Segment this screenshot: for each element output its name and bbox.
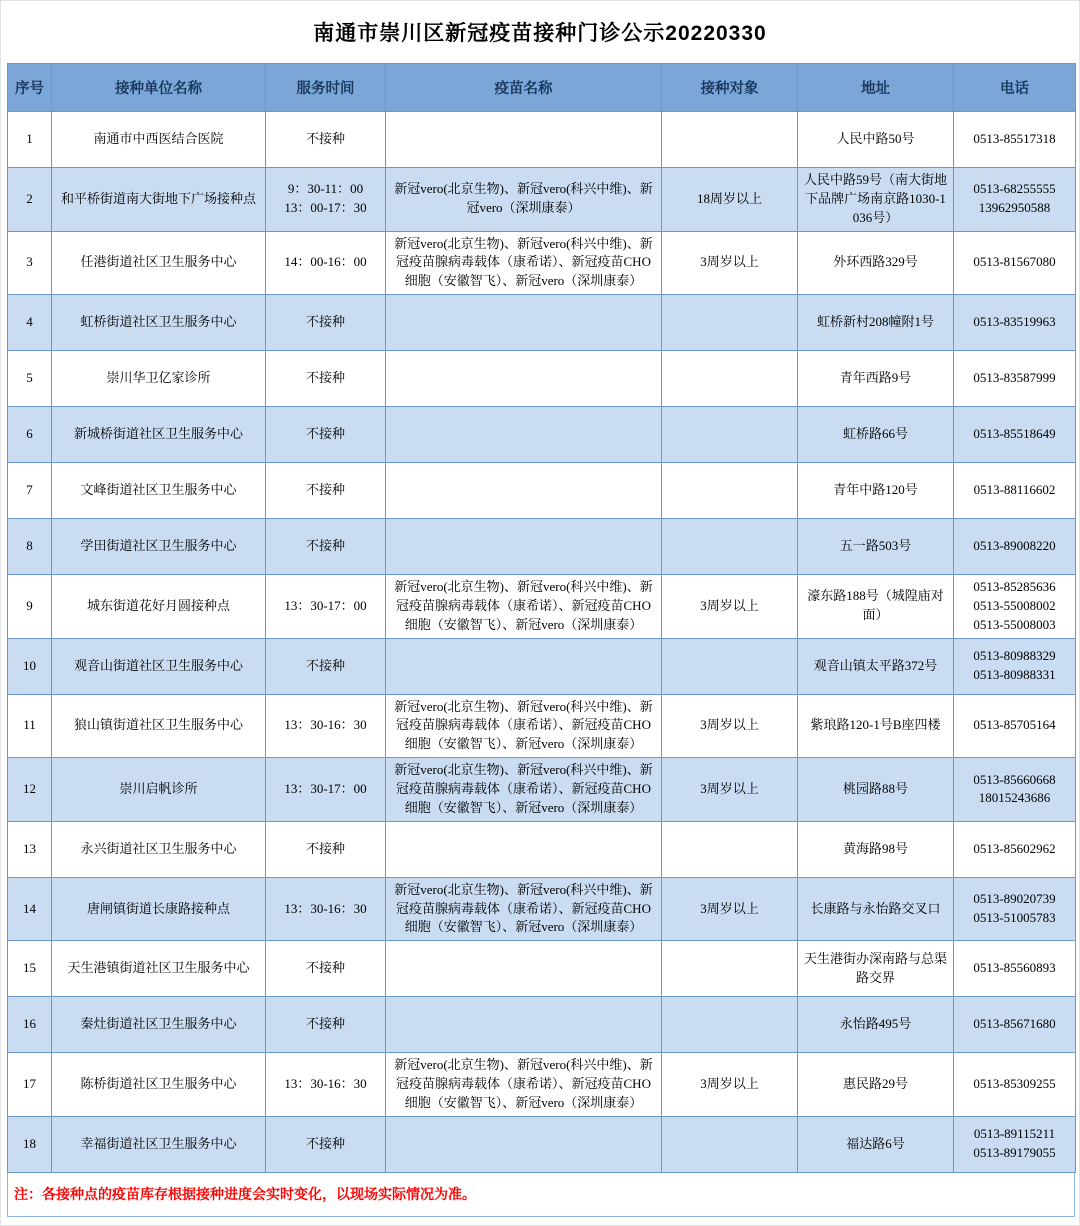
page-title: 南通市崇川区新冠疫苗接种门诊公示20220330 — [313, 22, 767, 45]
phones-line: 0513-85705164 — [973, 717, 1056, 733]
cell-time — [266, 758, 386, 822]
cell-phones — [954, 231, 1076, 295]
cell-time — [266, 997, 386, 1053]
cell-vaccines: 新冠vero(北京生物)、新冠vero(科兴中维)、新冠疫苗腺病毒载体（康希诺）、新冠疫苗CHO细胞（安徽智飞）、新冠vero（深圳康泰） — [386, 231, 662, 295]
cell-num: 2 — [8, 168, 52, 232]
cell-vaccines — [386, 638, 662, 694]
table-row — [8, 463, 1076, 519]
cell-address: 长康路与永怡路交叉口 — [798, 877, 954, 941]
phones-line: 0513-81567080 — [973, 254, 1056, 270]
cell-name: 崇川华卫亿家诊所 — [52, 351, 266, 407]
cell-vaccines — [386, 295, 662, 351]
cell-target — [662, 638, 798, 694]
table-row — [8, 758, 1076, 822]
cell-vaccines — [386, 1116, 662, 1172]
time-line: 13：30-17：00 — [284, 597, 367, 613]
time-line: 13：30-16：30 — [284, 717, 367, 733]
cell-num: 10 — [8, 638, 52, 694]
table-row — [8, 295, 1076, 351]
time-line: 不接种 — [305, 370, 345, 386]
cell-time — [266, 638, 386, 694]
cell-vaccines: 新冠vero(北京生物)、新冠vero(科兴中维)、新冠疫苗腺病毒载体（康希诺）、新冠疫苗CHO细胞（安徽智飞）、新冠vero（深圳康泰） — [386, 877, 662, 941]
cell-address: 人民中路50号 — [798, 112, 954, 168]
cell-num: 17 — [8, 1053, 52, 1117]
col-header-target: 接种对象 — [662, 64, 798, 112]
footer-note: 注：各接种点的疫苗库存根据接种进度会实时变化，以现场实际情况为准。 — [7, 1173, 1075, 1217]
phones-line: 18015243686 — [978, 790, 1051, 806]
cell-phones — [954, 351, 1076, 407]
col-header-address: 地址 — [798, 64, 954, 112]
cell-name: 南通市中西医结合医院 — [52, 112, 266, 168]
phones-line: 0513-80988329 — [973, 648, 1056, 664]
cell-num: 11 — [8, 694, 52, 758]
cell-vaccines — [386, 112, 662, 168]
phones-line: 0513-55008003 — [973, 616, 1056, 632]
col-header-num: 序号 — [8, 64, 52, 112]
table-row — [8, 694, 1076, 758]
cell-phones — [954, 407, 1076, 463]
cell-vaccines: 新冠vero(北京生物)、新冠vero(科兴中维)、新冠vero（深圳康泰） — [386, 168, 662, 232]
cell-name: 永兴街道社区卫生服务中心 — [52, 821, 266, 877]
cell-num: 3 — [8, 231, 52, 295]
cell-name: 任港街道社区卫生服务中心 — [52, 231, 266, 295]
cell-num: 1 — [8, 112, 52, 168]
cell-target: 3周岁以上 — [662, 877, 798, 941]
cell-address: 虹桥路66号 — [798, 407, 954, 463]
cell-num: 7 — [8, 463, 52, 519]
phones-line: 0513-85560893 — [973, 960, 1056, 976]
cell-vaccines — [386, 821, 662, 877]
cell-address: 观音山镇太平路372号 — [798, 638, 954, 694]
table-row — [8, 821, 1076, 877]
table-row — [8, 519, 1076, 575]
phones-line: 13962950588 — [978, 200, 1051, 216]
cell-num: 15 — [8, 941, 52, 997]
phones-line: 0513-85518649 — [973, 426, 1056, 442]
time-line: 不接种 — [305, 840, 345, 856]
time-line: 9：30-11：00 — [287, 181, 364, 197]
table-row — [8, 168, 1076, 232]
cell-phones — [954, 168, 1076, 232]
table-body — [8, 112, 1076, 1173]
vaccine-clinic-table — [7, 63, 1076, 1173]
cell-target: 3周岁以上 — [662, 231, 798, 295]
cell-name: 幸福街道社区卫生服务中心 — [52, 1116, 266, 1172]
phones-line: 0513-85602962 — [973, 840, 1056, 856]
cell-vaccines — [386, 519, 662, 575]
cell-time — [266, 519, 386, 575]
phones-line: 0513-89020739 — [973, 891, 1056, 907]
cell-address: 福达路6号 — [798, 1116, 954, 1172]
table-row — [8, 1116, 1076, 1172]
cell-target — [662, 519, 798, 575]
cell-phones — [954, 1053, 1076, 1117]
cell-time — [266, 1116, 386, 1172]
cell-address: 永怡路495号 — [798, 997, 954, 1053]
cell-num: 18 — [8, 1116, 52, 1172]
cell-name: 秦灶街道社区卫生服务中心 — [52, 997, 266, 1053]
cell-name: 新城桥街道社区卫生服务中心 — [52, 407, 266, 463]
cell-name: 天生港镇街道社区卫生服务中心 — [52, 941, 266, 997]
cell-name: 陈桥街道社区卫生服务中心 — [52, 1053, 266, 1117]
cell-phones — [954, 941, 1076, 997]
phones-line: 0513-85671680 — [973, 1016, 1056, 1032]
cell-name: 文峰街道社区卫生服务中心 — [52, 463, 266, 519]
time-line: 13：30-17：00 — [284, 780, 367, 796]
phones-line: 0513-85517318 — [973, 131, 1056, 147]
cell-vaccines: 新冠vero(北京生物)、新冠vero(科兴中维)、新冠疫苗腺病毒载体（康希诺）、新冠疫苗CHO细胞（安徽智飞）、新冠vero（深圳康泰） — [386, 1053, 662, 1117]
cell-target — [662, 112, 798, 168]
cell-address: 人民中路59号（南大街地下品牌广场南京路1030-1036号） — [798, 168, 954, 232]
cell-phones — [954, 997, 1076, 1053]
phones-line: 0513-88116602 — [973, 482, 1056, 498]
time-line: 不接种 — [305, 1135, 345, 1151]
table-row — [8, 407, 1076, 463]
time-line: 13：30-16：30 — [284, 1076, 367, 1092]
cell-phones — [954, 877, 1076, 941]
cell-phones — [954, 758, 1076, 822]
cell-name: 学田街道社区卫生服务中心 — [52, 519, 266, 575]
cell-target — [662, 295, 798, 351]
phones-line: 0513-85309255 — [973, 1076, 1056, 1092]
time-line: 13：00-17：30 — [284, 200, 367, 216]
col-header-name: 接种单位名称 — [52, 64, 266, 112]
cell-phones — [954, 112, 1076, 168]
cell-target — [662, 351, 798, 407]
cell-address: 虹桥新村208幢附1号 — [798, 295, 954, 351]
cell-target — [662, 997, 798, 1053]
cell-phones — [954, 519, 1076, 575]
cell-address: 外环西路329号 — [798, 231, 954, 295]
cell-time — [266, 231, 386, 295]
col-header-time: 服务时间 — [266, 64, 386, 112]
time-line: 13：30-16：30 — [284, 900, 367, 916]
cell-target — [662, 941, 798, 997]
col-header-phones: 电话 — [954, 64, 1076, 112]
time-line: 不接种 — [305, 1016, 345, 1032]
cell-time — [266, 694, 386, 758]
phones-line: 0513-83519963 — [973, 314, 1056, 330]
cell-phones — [954, 694, 1076, 758]
cell-phones — [954, 295, 1076, 351]
phones-line: 0513-85285636 — [973, 579, 1056, 595]
cell-address: 惠民路29号 — [798, 1053, 954, 1117]
col-header-vaccines: 疫苗名称 — [386, 64, 662, 112]
table-row — [8, 112, 1076, 168]
cell-name: 观音山街道社区卫生服务中心 — [52, 638, 266, 694]
cell-vaccines: 新冠vero(北京生物)、新冠vero(科兴中维)、新冠疫苗腺病毒载体（康希诺）、新冠疫苗CHO细胞（安徽智飞）、新冠vero（深圳康泰） — [386, 575, 662, 639]
cell-target — [662, 1116, 798, 1172]
cell-time — [266, 112, 386, 168]
time-line: 不接种 — [305, 538, 345, 554]
cell-time — [266, 295, 386, 351]
cell-vaccines — [386, 941, 662, 997]
cell-phones — [954, 638, 1076, 694]
cell-num: 13 — [8, 821, 52, 877]
cell-target — [662, 821, 798, 877]
cell-address: 紫琅路120-1号B座四楼 — [798, 694, 954, 758]
cell-phones — [954, 463, 1076, 519]
cell-address: 五一路503号 — [798, 519, 954, 575]
table-row — [8, 638, 1076, 694]
cell-target: 18周岁以上 — [662, 168, 798, 232]
time-line: 不接种 — [305, 131, 345, 147]
cell-address: 濠东路188号（城隍庙对面） — [798, 575, 954, 639]
cell-phones — [954, 821, 1076, 877]
cell-address: 天生港街办深南路与总渠路交界 — [798, 941, 954, 997]
cell-target: 3周岁以上 — [662, 694, 798, 758]
table-row — [8, 997, 1076, 1053]
cell-num: 12 — [8, 758, 52, 822]
phones-line: 0513-51005783 — [973, 909, 1056, 925]
cell-vaccines — [386, 407, 662, 463]
table-row — [8, 231, 1076, 295]
cell-num: 9 — [8, 575, 52, 639]
cell-address: 青年中路120号 — [798, 463, 954, 519]
table-row — [8, 351, 1076, 407]
phones-line: 0513-55008002 — [973, 597, 1056, 613]
cell-vaccines — [386, 463, 662, 519]
time-line: 不接种 — [305, 657, 345, 673]
cell-vaccines — [386, 997, 662, 1053]
cell-name: 崇川启帆诊所 — [52, 758, 266, 822]
cell-vaccines: 新冠vero(北京生物)、新冠vero(科兴中维)、新冠疫苗腺病毒载体（康希诺）、新冠疫苗CHO细胞（安徽智飞）、新冠vero（深圳康泰） — [386, 694, 662, 758]
cell-vaccines — [386, 351, 662, 407]
cell-address: 黄海路98号 — [798, 821, 954, 877]
cell-target — [662, 407, 798, 463]
time-line: 不接种 — [305, 314, 345, 330]
cell-name: 城东街道花好月圆接种点 — [52, 575, 266, 639]
phones-line: 0513-83587999 — [973, 370, 1056, 386]
phones-line: 0513-85660668 — [973, 771, 1056, 787]
cell-phones — [954, 1116, 1076, 1172]
phones-line: 0513-89008220 — [973, 538, 1056, 554]
cell-num: 14 — [8, 877, 52, 941]
cell-num: 8 — [8, 519, 52, 575]
cell-time — [266, 821, 386, 877]
phones-line: 0513-89179055 — [973, 1145, 1056, 1161]
cell-time — [266, 463, 386, 519]
table-header-row — [8, 64, 1076, 112]
time-line: 不接种 — [305, 426, 345, 442]
cell-num: 6 — [8, 407, 52, 463]
cell-target: 3周岁以上 — [662, 758, 798, 822]
phones-line: 0513-68255555 — [973, 181, 1056, 197]
time-line: 不接种 — [305, 960, 345, 976]
table-row — [8, 941, 1076, 997]
cell-target: 3周岁以上 — [662, 1053, 798, 1117]
cell-phones — [954, 575, 1076, 639]
cell-num: 4 — [8, 295, 52, 351]
time-line: 14：00-16：00 — [284, 254, 367, 270]
cell-name: 虹桥街道社区卫生服务中心 — [52, 295, 266, 351]
cell-name: 和平桥街道南大街地下广场接种点 — [52, 168, 266, 232]
cell-time — [266, 407, 386, 463]
cell-time — [266, 351, 386, 407]
cell-address: 青年西路9号 — [798, 351, 954, 407]
cell-target — [662, 463, 798, 519]
table-row — [8, 575, 1076, 639]
cell-time — [266, 877, 386, 941]
time-line: 不接种 — [305, 482, 345, 498]
phones-line: 0513-80988331 — [973, 667, 1056, 683]
cell-name: 唐闸镇街道长康路接种点 — [52, 877, 266, 941]
cell-time — [266, 1053, 386, 1117]
cell-name: 狼山镇街道社区卫生服务中心 — [52, 694, 266, 758]
phones-line: 0513-89115211 — [973, 1126, 1056, 1142]
cell-vaccines: 新冠vero(北京生物)、新冠vero(科兴中维)、新冠疫苗腺病毒载体（康希诺）、新冠疫苗CHO细胞（安徽智飞）、新冠vero（深圳康泰） — [386, 758, 662, 822]
cell-time — [266, 575, 386, 639]
cell-target: 3周岁以上 — [662, 575, 798, 639]
cell-num: 16 — [8, 997, 52, 1053]
table-row — [8, 877, 1076, 941]
table-row — [8, 1053, 1076, 1117]
cell-num: 5 — [8, 351, 52, 407]
cell-time — [266, 941, 386, 997]
cell-address: 桃园路88号 — [798, 758, 954, 822]
cell-time — [266, 168, 386, 232]
